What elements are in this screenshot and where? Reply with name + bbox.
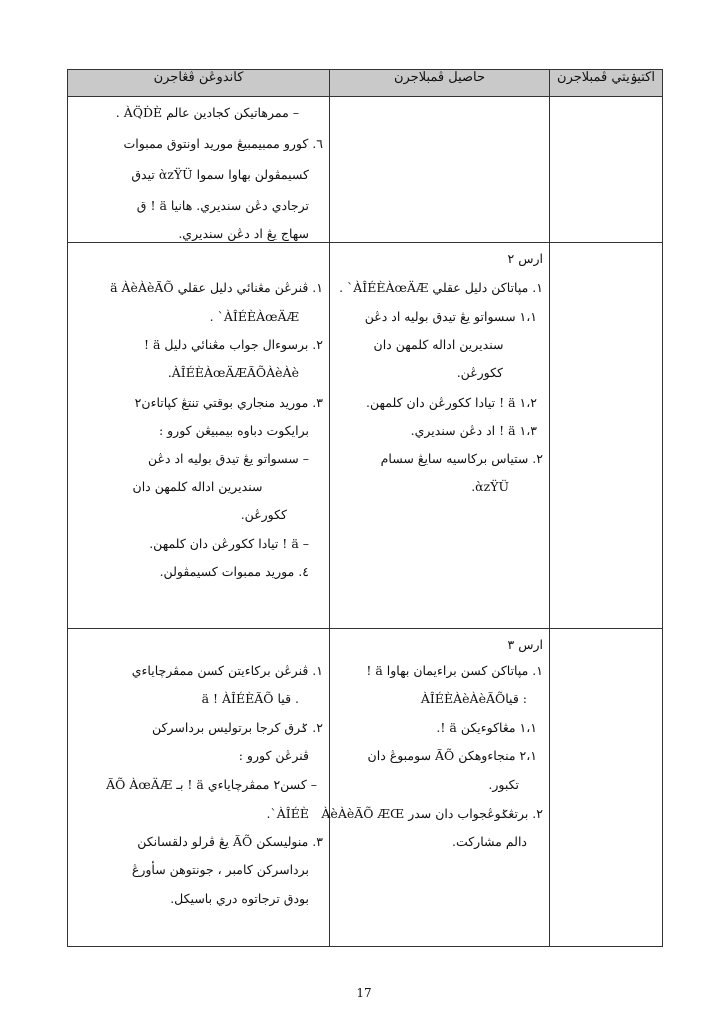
aktiviti-cell-1 [550, 97, 663, 243]
text-line: ٦. كورو ممبيمبيڠ موريد اونتوق ممبوات [123, 136, 323, 151]
text-line: ١،١ سسواتو يڠ تيدق بوليه اد دڠن [364, 309, 537, 324]
text-line: ڤنرڠن كورو : [238, 748, 309, 763]
text-line: ÀÎÉÈ`. [266, 806, 309, 821]
text-line: سنديرين اداله كلمهن دان [373, 337, 504, 352]
table-row [68, 629, 663, 947]
text-line: برايكوت دباوه بيمبيڠن كورو : [158, 423, 309, 438]
text-line: دالم مشاركت. [451, 834, 527, 849]
text-line: تكبور. [488, 777, 519, 792]
text-line: . قيا ä ! ÀÎÉÈÃÕ [201, 691, 299, 706]
hasil-cell-3 [321, 629, 550, 947]
text-line: كسيمڤولن بهاوا سموا ὰzŸÜ تيدق [131, 167, 309, 182]
text-line: ÀÎÉÈÀœÄÆ` . [209, 309, 299, 324]
text-line: بودق ترجاتوه دري باسيكل. [170, 891, 309, 906]
text-line: ككورڠن. [240, 507, 287, 522]
header-aktiviti: اكتيۏيتي ڤمبلاجرن [550, 70, 663, 97]
kandungan-cell-1 [68, 97, 330, 243]
text-line: ÀÎÉÈÀœÄÆÃÕÀèÀè. [167, 365, 299, 380]
text-line: ٣. موريد منجاري بوقتي تنتڠ كپاتاءن٢ [134, 395, 323, 410]
hasil-cell-2 [330, 243, 550, 629]
text-line: ٢. ستياس بركاسيه سايڠ سسام [380, 451, 543, 466]
aktiviti-cell-2 [550, 243, 663, 629]
kandungan-cell-2 [68, 243, 330, 629]
text-line: ὰzŸÜ. [471, 479, 509, 494]
text-line: ككورڠن. [456, 365, 503, 380]
text-line: برداسركن كامبر ، جونتوهن سأورڠ [131, 862, 309, 877]
hasil-cell-1 [330, 97, 550, 243]
table-row [68, 243, 663, 629]
text-line: ١. ڤنرڠن بركاءيتن كسن ممڤرچاياءي [131, 663, 323, 678]
text-line: – ممرهاتيكن كجادين عالم ÀQ̈ḊÈ . [115, 105, 299, 120]
text-line: : قياÀÎÉÈÀèÀèÃÕ [420, 691, 527, 706]
header-row [68, 70, 663, 97]
text-line: ١. مڽاتاكن كسن براءيمان بهاوا ä ! [366, 663, 543, 678]
lesson-plan-table [67, 69, 663, 947]
header-kandungan: كاندوڠن ڤڠاجرن [68, 70, 330, 97]
page-number: 17 [356, 986, 372, 1000]
text-line: ترجادي دڠن سنديري. هانيا ä ! ق [136, 198, 309, 213]
aktiviti-cell-3 [550, 629, 663, 947]
text-line: – سسواتو يڠ تيدق بوليه اد دڠن [147, 451, 309, 466]
text-line: ارس ٣ [507, 637, 543, 652]
text-line: ٢. برسوءال جواب مڠنائي دليل ä ! [144, 337, 323, 352]
text-line: ٢. برتڠݢوڠجواب دان سدر ÀèÀèÃÕ ÆŒ [321, 806, 543, 821]
text-line: – كسن٢ ممڤرچاياءي ä ! بـ ÃÕ ÀœÄÆ [106, 777, 317, 792]
text-line: ١. مڽاتاكن دليل عقلي ÀÎÉÈÀœÄÆ` . [339, 280, 543, 295]
header-hasil: حاصيل ڤمبلاجرن [330, 70, 550, 97]
text-line: ١،١ مڠاكوءيكن ä !. [436, 720, 537, 735]
text-line: ٢. ݢرق كرجا برتوليس برداسركن [152, 720, 323, 735]
kandungan-cell-3 [68, 629, 330, 947]
text-line: سنديرين اداله كلمهن دان [132, 479, 263, 494]
text-line: ٤. موريد ممبوات كسيمڤولن. [159, 564, 309, 579]
text-line: ١. ڤنرڠن مڠنائي دليل عقلي ä ÀèÀèÃÕ [110, 280, 323, 295]
text-line: – ä ! تيادا ككورڠن دان كلمهن. [149, 536, 309, 551]
text-line: سهاج يڠ اد دڠن سنديري. [178, 226, 309, 241]
text-line: ١،٣ ä ! اد دڠن سنديري. [410, 423, 537, 438]
text-line: ١،٢ ä ! تيادا ككورڠن دان كلمهن. [365, 395, 537, 410]
text-line: ٣. منوليسكن ÃÕ يڠ ڤرلو دلقسانكن [137, 834, 323, 849]
text-line: ٢،١ منجاءوهكن ÃÕ سومبوڠ دان [367, 748, 537, 763]
text-line: ارس ٢ [507, 251, 543, 266]
table-row [68, 97, 663, 243]
